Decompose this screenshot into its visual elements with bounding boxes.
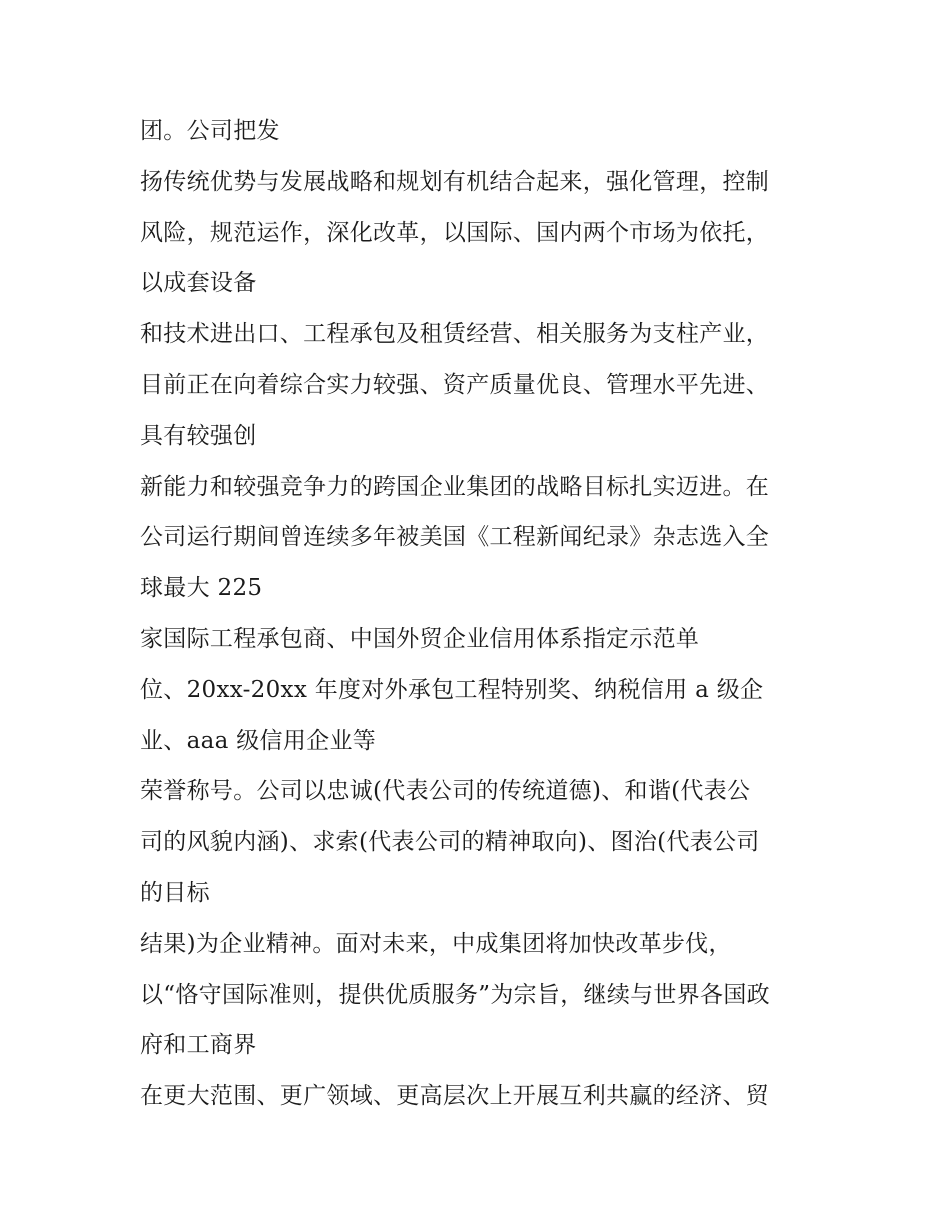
- text-line: 家国际工程承包商、中国外贸企业信用体系指定示范单: [140, 625, 700, 652]
- text-line: 荣誉称号。公司以忠诚(代表公司的传统道德)、和谐(代表公: [140, 778, 751, 805]
- text-line: 具有较强创: [140, 422, 257, 449]
- text-line: 团。公司把发: [140, 118, 280, 144]
- text-line: 结果)为企业精神。面对未来，中成集团将加快改革步伐，: [140, 930, 732, 957]
- text-line: 司的风貌内涵)、求索(代表公司的精神取向)、图治(代表公司: [140, 829, 760, 856]
- text-line: 在更大范围、更广领域、更高层次上开展互利共赢的经济、贸: [140, 1083, 770, 1110]
- text-line: 府和工商界: [140, 1032, 257, 1059]
- text-line: 和技术进出口、工程承包及租赁经营、相关服务为支柱产业，: [140, 321, 770, 348]
- text-line: 业、aaa 级信用企业等: [140, 727, 377, 754]
- text-line: 扬传统优势与发展战略和规划有机结合起来，强化管理，控制: [140, 168, 770, 195]
- text-line: 的目标: [140, 879, 210, 906]
- text-line: 位、20xx-20xx 年度对外承包工程特别奖、纳税信用 a 级企: [140, 676, 764, 703]
- text-line: 球最大 225: [140, 575, 263, 602]
- text-line: 新能力和较强竞争力的跨国企业集团的战略目标扎实迈进。在: [140, 473, 770, 500]
- text-line: 风险，规范运作，深化改革，以国际、国内两个市场为依托，: [140, 219, 770, 246]
- body-text: [140, 106, 830, 1122]
- text-line: 以“恪守国际准则，提供优质服务”为宗旨，继续与世界各国政: [140, 981, 770, 1008]
- text-line: 以成套设备: [140, 270, 257, 297]
- text-line: 公司运行期间曾连续多年被美国《工程新闻纪录》杂志选入全: [140, 524, 770, 551]
- text-line: 目前正在向着综合实力较强、资产质量优良、管理水平先进、: [140, 371, 770, 398]
